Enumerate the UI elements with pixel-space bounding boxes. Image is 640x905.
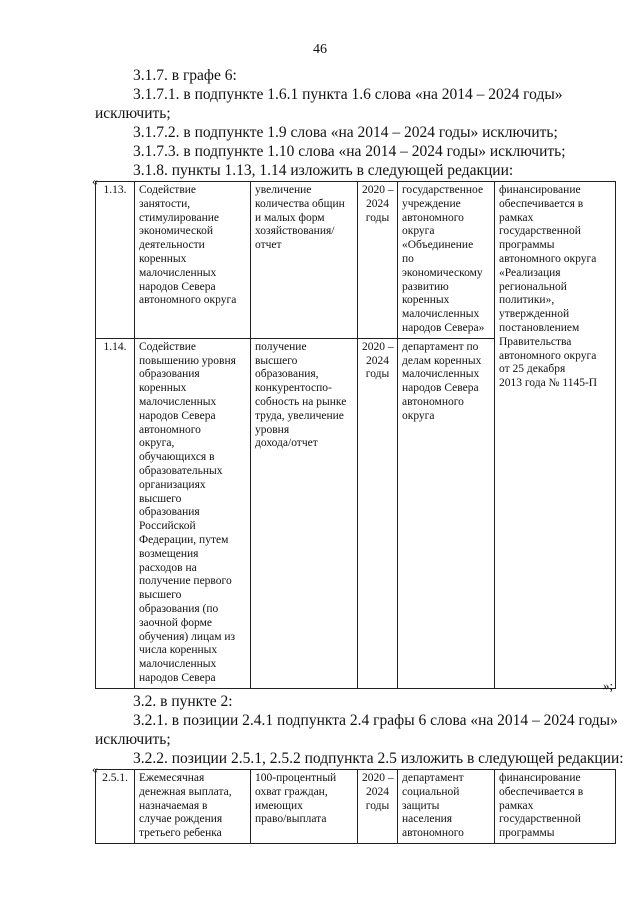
result-cell	[251, 338, 358, 688]
cell-line: программы	[499, 827, 555, 840]
cell-line: право/выплата	[255, 813, 327, 826]
cell-line: обучения) лицам из	[139, 630, 236, 643]
cell-line: 2020 –	[362, 772, 394, 784]
cell-line: народов Севера	[402, 382, 479, 395]
cell-line: Российской	[139, 520, 196, 533]
cell-line: округа	[402, 409, 435, 422]
cell-line: утвержденной	[499, 308, 570, 321]
cell-line: высшего	[255, 354, 298, 367]
cell-line: и малых форм	[255, 211, 325, 224]
cell-line: делам коренных	[402, 354, 482, 367]
cell-line: рамках	[499, 211, 534, 224]
close-quote-1: »;	[603, 678, 614, 693]
cell-line: защиты	[402, 799, 440, 812]
cell-line: повышению уровня	[139, 354, 236, 367]
cell-line: стимулирование	[139, 211, 219, 224]
para-3-2-1-cont: исключить;	[95, 731, 171, 748]
cell-line: Правительства	[499, 335, 572, 348]
page-number: 46	[313, 42, 327, 57]
cell-line: малочисленных	[139, 658, 217, 671]
cell-line: образования	[139, 506, 200, 519]
open-quote-1: «	[92, 174, 98, 188]
cell-line: коренных	[139, 252, 187, 265]
cell-line: автономного округа	[499, 252, 597, 265]
cell-line: народов Севера	[139, 671, 216, 684]
cell-line: занятости,	[139, 197, 191, 210]
cell-line: расходов на	[139, 561, 197, 574]
cell-line: государственной	[499, 225, 581, 238]
cell-line: высшего	[139, 492, 182, 505]
cell-line: обеспечивается в	[499, 785, 584, 798]
cell-line: получение первого	[139, 575, 232, 588]
activity-cell	[135, 338, 251, 688]
cell-line: экономическому	[402, 266, 483, 279]
cell-line: Содействие	[139, 184, 197, 196]
para-3-1-7-3: 3.1.7.3. в подпункте 1.10 слова «на 2014 – 2024 годы» исключить;	[133, 143, 566, 160]
cell-line: 2024	[366, 785, 389, 798]
cell-line: увеличение	[255, 184, 312, 196]
cell-line: малочисленных	[402, 368, 480, 381]
cell-line: развитию	[402, 280, 449, 293]
para-3-2-1: 3.2.1. в позиции 2.4.1 подпункта 2.4 графы 6 слова «на 2014 – 2024 годы»	[133, 712, 618, 729]
cell-line: малочисленных	[139, 266, 217, 279]
cell-line: обучающихся в	[139, 451, 215, 464]
financing-cell	[495, 770, 616, 844]
cell-line: народов Севера»	[402, 321, 485, 334]
cell-line: конкурентоспо-	[255, 382, 332, 395]
period-cell	[358, 338, 398, 688]
cell-line: Содействие	[139, 340, 197, 353]
cell-line: департамент по	[402, 340, 479, 353]
cell-line: малочисленных	[139, 395, 217, 408]
cell-line: образовательных	[139, 464, 223, 477]
cell-line: 2013 года № 1145-П	[499, 377, 598, 390]
cell-line: автономного округа	[139, 294, 237, 307]
cell-line: коренных	[402, 294, 450, 307]
cell-line: финансирование	[499, 772, 581, 784]
cell-line: от 25 декабря	[499, 363, 566, 376]
cell-line: «Объединение	[402, 239, 474, 252]
cell-line: народов Севера	[139, 280, 216, 293]
result-cell	[251, 182, 358, 339]
table-items-1-13-1-14	[95, 181, 616, 689]
row-number: 1.13.	[96, 182, 135, 339]
cell-line: коренных	[139, 382, 187, 395]
cell-line: случае рождения	[139, 813, 223, 826]
cell-line: автономного	[402, 211, 464, 224]
cell-line: получение	[255, 340, 307, 353]
cell-line: хозяйствования/	[255, 225, 335, 238]
cell-line: труда, увеличение	[255, 409, 344, 422]
cell-line: назначаемая в	[139, 799, 208, 812]
cell-line: автономного	[402, 827, 464, 840]
executor-cell	[398, 338, 495, 688]
period-cell	[358, 182, 398, 339]
activity-cell	[135, 770, 251, 844]
para-3-1-7-2: 3.1.7.2. в подпункте 1.9 слова «на 2014 – 2024 годы» исключить;	[133, 124, 558, 141]
cell-line: округа	[402, 225, 435, 238]
row-number: 1.14.	[96, 338, 135, 688]
para-3-2: 3.2. в пункте 2:	[133, 693, 233, 710]
cell-line: охват граждан,	[255, 785, 328, 798]
cell-line: дохода/отчет	[255, 437, 318, 450]
cell-line: округа,	[139, 437, 175, 450]
cell-line: автономного	[402, 395, 464, 408]
table-row-2-5-1	[96, 770, 616, 844]
cell-line: автономного округа	[499, 349, 597, 362]
para-3-1-7-1: 3.1.7.1. в подпункте 1.6.1 пункта 1.6 слова «на 2014 – 2024 годы»	[133, 86, 563, 103]
cell-line: населения	[402, 813, 453, 826]
table-row-1-13	[96, 182, 616, 339]
period-cell	[358, 770, 398, 844]
cell-line: организациях	[139, 478, 206, 491]
cell-line: образования (по	[139, 602, 219, 615]
cell-line: народов Севера	[139, 409, 216, 422]
cell-line: 100-процентный	[255, 772, 337, 784]
cell-line: малочисленных	[402, 308, 480, 321]
cell-line: социальной	[402, 785, 460, 798]
executor-cell	[398, 770, 495, 844]
cell-line: 2020 –	[362, 184, 394, 196]
result-cell	[251, 770, 358, 844]
cell-line: постановлением	[499, 321, 580, 334]
financing-cell	[495, 182, 616, 689]
table-item-2-5-1	[95, 769, 616, 844]
cell-line: по	[402, 252, 414, 265]
cell-line: заочной форме	[139, 616, 212, 629]
para-3-1-8: 3.1.8. пункты 1.13, 1.14 изложить в следующей редакции:	[133, 162, 514, 179]
open-quote-2: «	[92, 762, 98, 776]
cell-line: экономической	[139, 225, 213, 238]
cell-line: годы	[365, 368, 390, 381]
cell-line: программы	[499, 239, 555, 252]
cell-line: учреждение	[402, 197, 461, 210]
cell-line: 2020 –	[362, 340, 394, 353]
row-number: 2.5.1.	[96, 770, 135, 844]
cell-line: Федерации, путем	[139, 533, 229, 546]
para-3-1-7-1-cont: исключить;	[95, 105, 171, 122]
cell-line: уровня	[255, 423, 290, 436]
cell-line: высшего	[139, 589, 182, 602]
cell-line: региональной	[499, 280, 567, 293]
cell-line: финансирование	[499, 184, 581, 196]
cell-line: политики»,	[499, 294, 555, 307]
cell-line: государственной	[499, 813, 581, 826]
cell-line: 2024	[366, 354, 389, 367]
cell-line: имеющих	[255, 799, 303, 812]
cell-line: количества общин	[255, 197, 345, 210]
cell-line: образования	[139, 368, 200, 381]
activity-cell	[135, 182, 251, 339]
cell-line: третьего ребенка	[139, 827, 222, 840]
cell-line: отчет	[255, 239, 282, 252]
para-3-2-2: 3.2.2. позиции 2.5.1, 2.5.2 подпункта 2.5 изложить в следующей редакции:	[133, 750, 624, 767]
cell-line: автономного	[139, 423, 201, 436]
cell-line: числа коренных	[139, 644, 218, 657]
cell-line: «Реализация	[499, 266, 561, 279]
cell-line: годы	[365, 211, 390, 224]
cell-line: денежная выплата,	[139, 785, 232, 798]
cell-line: образования,	[255, 368, 319, 381]
cell-line: Ежемесячная	[139, 772, 205, 784]
cell-line: возмещения	[139, 547, 199, 560]
cell-line: департамент	[402, 772, 464, 784]
cell-line: 2024	[366, 197, 389, 210]
cell-line: собность на рынке	[255, 395, 347, 408]
cell-line: обеспечивается в	[499, 197, 584, 210]
para-3-1-7: 3.1.7. в графе 6:	[133, 67, 237, 84]
cell-line: рамках	[499, 799, 534, 812]
cell-line: годы	[365, 799, 390, 812]
cell-line: деятельности	[139, 239, 205, 252]
executor-cell	[398, 182, 495, 339]
cell-line: государственное	[402, 184, 484, 196]
